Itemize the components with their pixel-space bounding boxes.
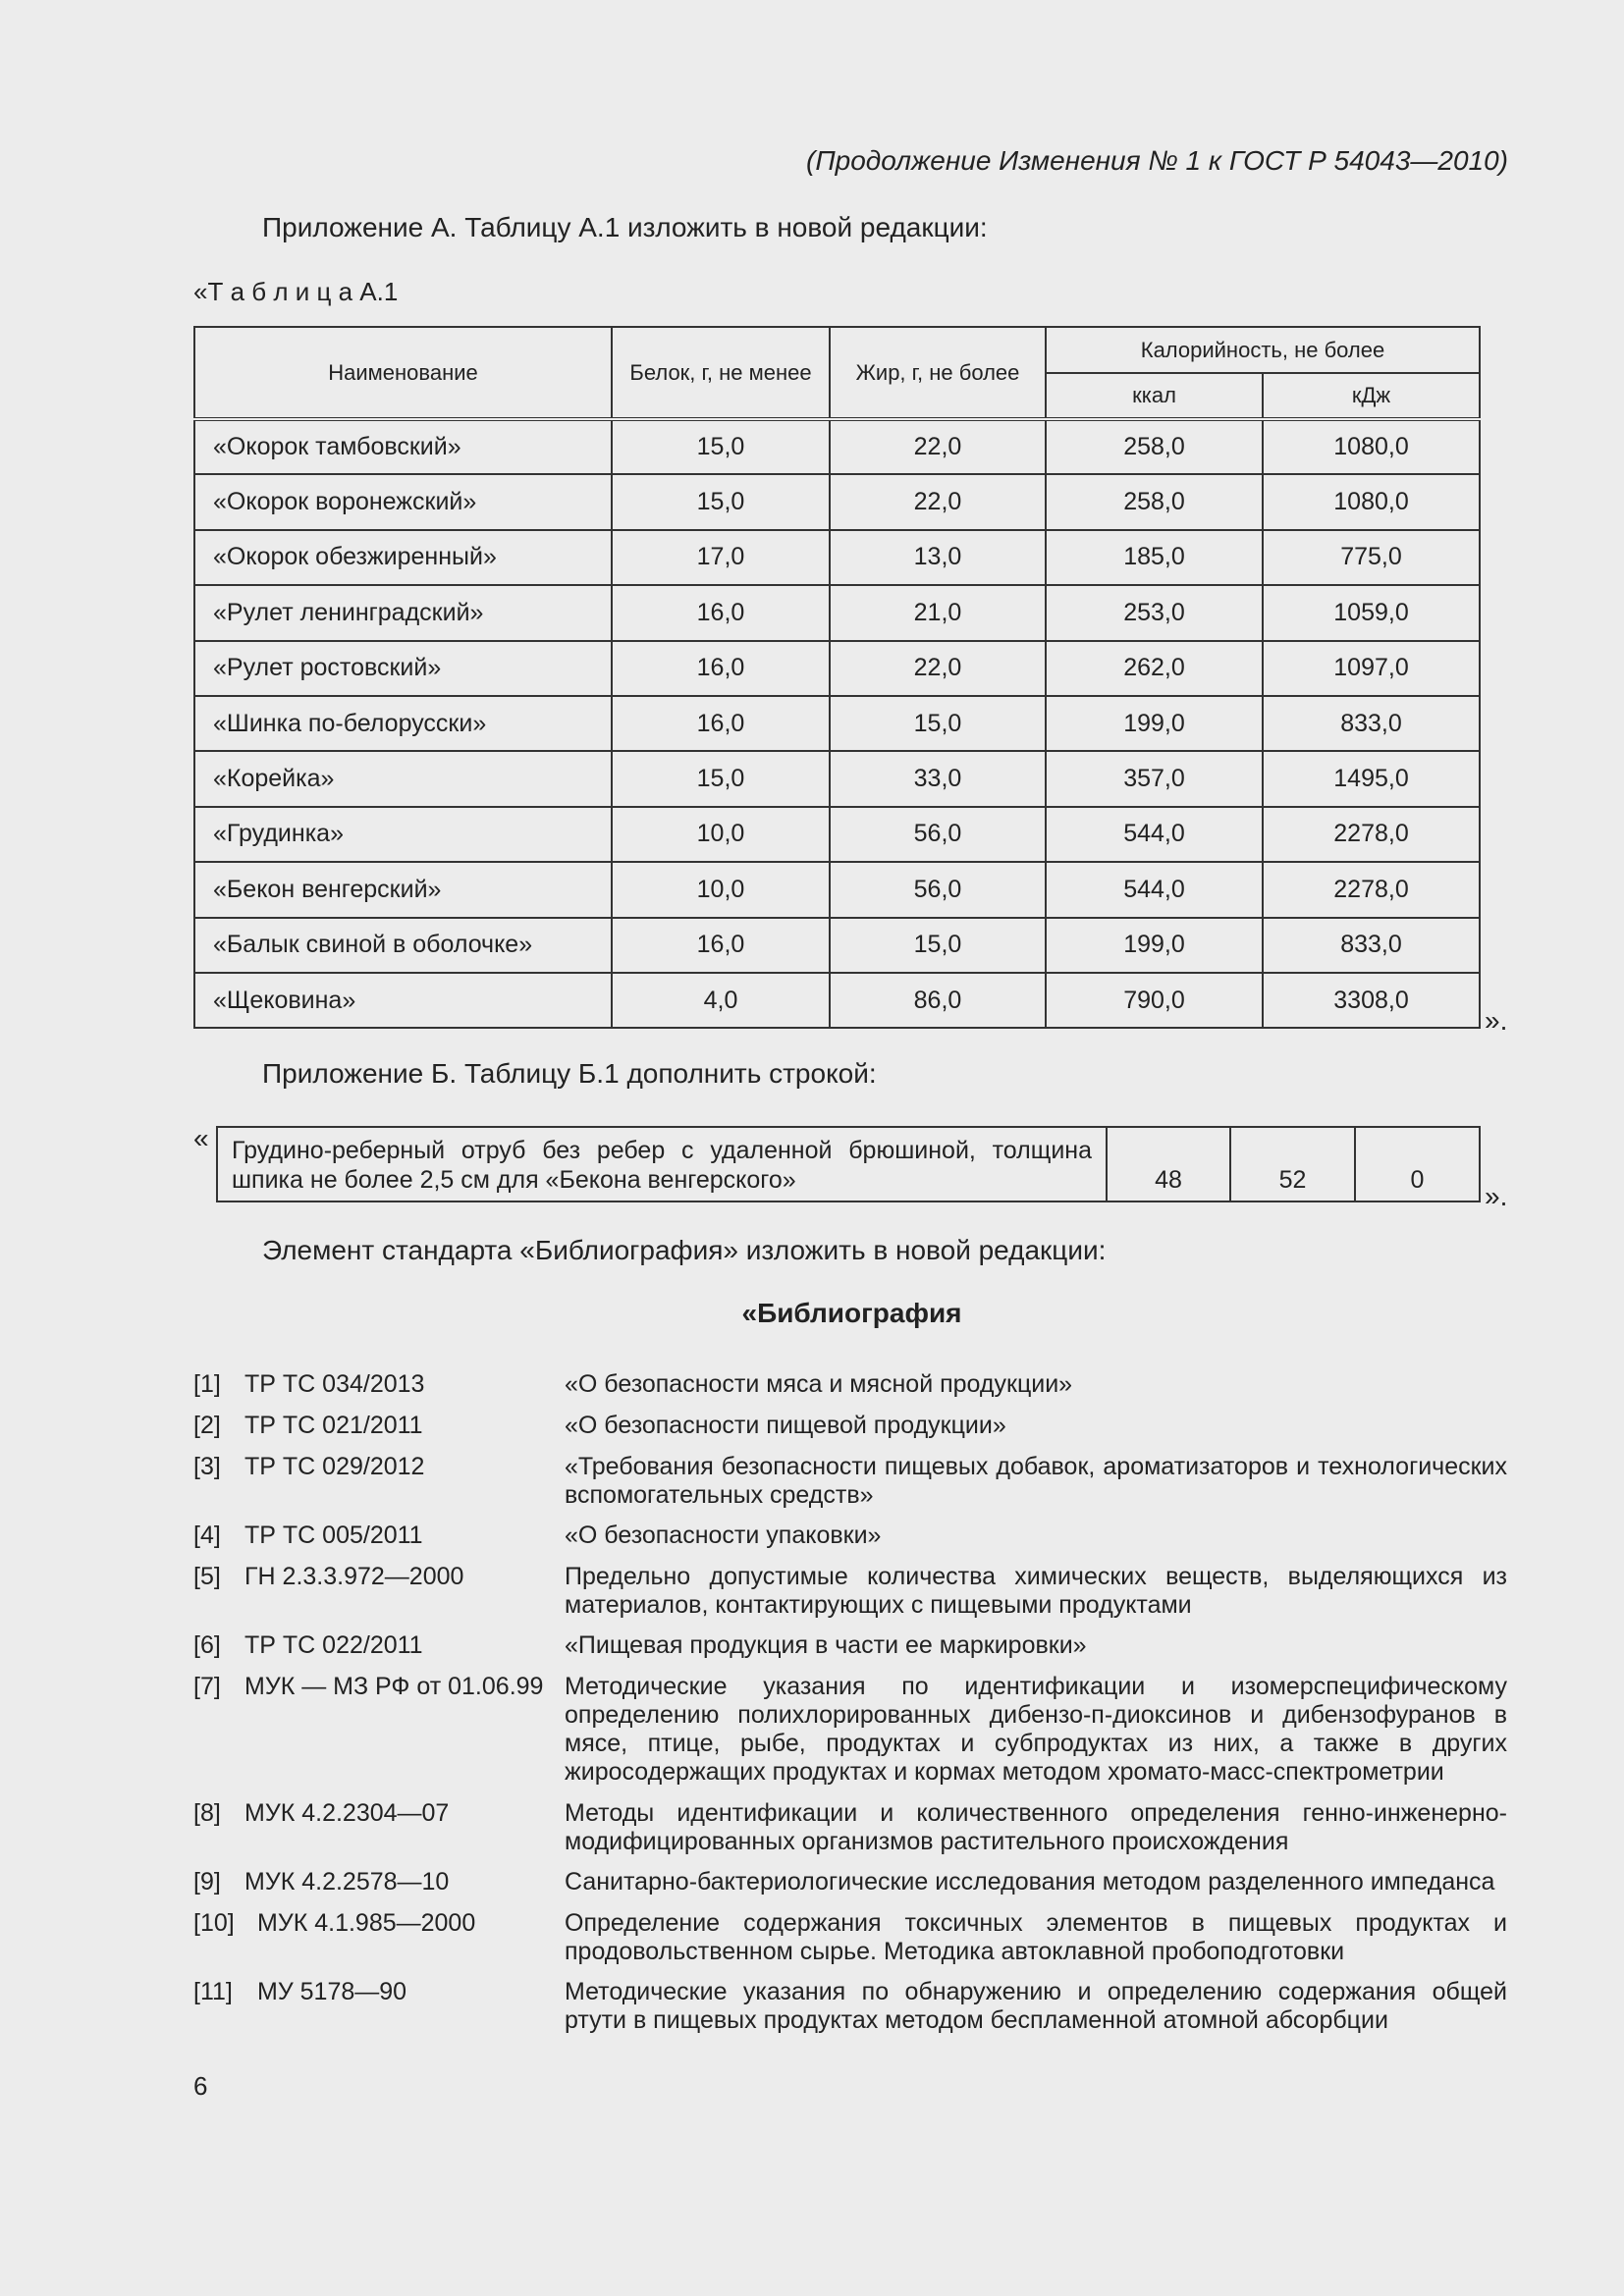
table-b-close-quote: ». xyxy=(1485,1181,1508,1211)
bibliography-number: [4] xyxy=(193,1522,221,1549)
table-b-description: Грудино-реберный отруб без ребер с удаленной брюшиной, толщина шпика не более 2,5 см для «Бекона венгерского» xyxy=(217,1127,1107,1201)
bibliography-number: [8] xyxy=(193,1799,221,1827)
bibliography-number: [1] xyxy=(193,1370,221,1398)
cell-protein: 10,0 xyxy=(612,807,830,862)
cell-name: «Окорок обезжиренный» xyxy=(194,530,612,585)
cell-fat: 13,0 xyxy=(830,530,1046,585)
cell-name: «Окорок воронежский» xyxy=(194,474,612,529)
cell-fat: 33,0 xyxy=(830,751,1046,806)
bibliography-text: Методы идентификации и количественного определения генно-инженерно-модифицированных организмов растительного происхождения xyxy=(565,1799,1507,1855)
cell-name: «Окорок тамбовский» xyxy=(194,419,612,474)
table-b-value-2: 52 xyxy=(1230,1127,1355,1201)
table-a-caption: «Т а б л и ц а А.1 xyxy=(193,277,399,306)
cell-protein: 15,0 xyxy=(612,419,830,474)
cell-kcal: 262,0 xyxy=(1046,641,1263,696)
bibliography-code: МУК 4.2.2578—10 xyxy=(244,1868,450,1896)
header-protein: Белок, г, не менее xyxy=(612,327,830,419)
table-row xyxy=(194,862,1480,917)
cell-kj: 1080,0 xyxy=(1263,474,1480,529)
cell-kcal: 253,0 xyxy=(1046,585,1263,640)
cell-fat: 56,0 xyxy=(830,807,1046,862)
header-name: Наименование xyxy=(194,327,612,419)
bibliography-text: Определение содержания токсичных элементов в пищевых продуктах и продовольственном сырье. Методика автоклавной пробоподготовки xyxy=(565,1909,1507,1965)
cell-name: «Корейка» xyxy=(194,751,612,806)
header-kcal: ккал xyxy=(1046,373,1263,419)
table-row xyxy=(194,585,1480,640)
header-calories: Калорийность, не более xyxy=(1046,327,1480,373)
table-row xyxy=(194,973,1480,1028)
table-row xyxy=(194,419,1480,474)
cell-kj: 775,0 xyxy=(1263,530,1480,585)
cell-kj: 1080,0 xyxy=(1263,419,1480,474)
bibliography-text: «Пищевая продукция в части ее маркировки» xyxy=(565,1631,1087,1659)
cell-name: «Грудинка» xyxy=(194,807,612,862)
table-b-value-3: 0 xyxy=(1355,1127,1480,1201)
bibliography-number: [5] xyxy=(193,1563,221,1590)
bibliography-code: ГН 2.3.3.972—2000 xyxy=(244,1563,464,1590)
table-row xyxy=(194,918,1480,973)
cell-fat: 15,0 xyxy=(830,696,1046,751)
cell-name: «Рулет ленинградский» xyxy=(194,585,612,640)
bibliography-code: ТР ТС 005/2011 xyxy=(244,1522,423,1549)
cell-protein: 16,0 xyxy=(612,918,830,973)
appendix-b-instruction: Приложение Б. Таблицу Б.1 дополнить строкой: xyxy=(262,1058,877,1089)
bibliography-number: [3] xyxy=(193,1453,221,1480)
cell-kj: 3308,0 xyxy=(1263,973,1480,1028)
cell-name: «Балык свиной в оболочке» xyxy=(194,918,612,973)
cell-name: «Щековина» xyxy=(194,973,612,1028)
appendix-a-instruction: Приложение А. Таблицу А.1 изложить в новой редакции: xyxy=(262,212,988,242)
cell-fat: 56,0 xyxy=(830,862,1046,917)
table-b xyxy=(216,1126,1481,1202)
cell-kj: 2278,0 xyxy=(1263,862,1480,917)
bibliography-code: ТР ТС 034/2013 xyxy=(244,1370,425,1398)
header-fat: Жир, г, не более xyxy=(830,327,1046,419)
bibliography-number: [10] xyxy=(193,1909,235,1937)
table-b-value-1: 48 xyxy=(1107,1127,1230,1201)
cell-kcal: 544,0 xyxy=(1046,862,1263,917)
cell-fat: 21,0 xyxy=(830,585,1046,640)
bibliography-code: ТР ТС 021/2011 xyxy=(244,1412,423,1439)
table-b-row xyxy=(217,1127,1480,1201)
cell-kj: 1097,0 xyxy=(1263,641,1480,696)
bibliography-code: МУК — МЗ РФ от 01.06.99 xyxy=(244,1673,544,1700)
bibliography-instruction: Элемент стандарта «Библиография» изложить в новой редакции: xyxy=(262,1235,1107,1265)
bibliography-text: «Требования безопасности пищевых добавок, ароматизаторов и технологических вспомогательных средств» xyxy=(565,1453,1507,1509)
cell-protein: 16,0 xyxy=(612,585,830,640)
cell-fat: 86,0 xyxy=(830,973,1046,1028)
cell-kcal: 544,0 xyxy=(1046,807,1263,862)
cell-name: «Шинка по-белорусски» xyxy=(194,696,612,751)
bibliography-code: МУК 4.1.985—2000 xyxy=(257,1909,476,1937)
cell-protein: 15,0 xyxy=(612,474,830,529)
bibliography-text: Санитарно-бактериологические исследования методом разделенного импеданса xyxy=(565,1868,1495,1896)
table-a-close-quote: ». xyxy=(1485,1005,1508,1036)
bibliography-number: [2] xyxy=(193,1412,221,1439)
cell-protein: 16,0 xyxy=(612,641,830,696)
bibliography-number: [11] xyxy=(193,1978,233,2005)
bibliography-code: МУК 4.2.2304—07 xyxy=(244,1799,450,1827)
bibliography-title: «Библиография xyxy=(741,1298,962,1328)
cell-kj: 2278,0 xyxy=(1263,807,1480,862)
cell-protein: 16,0 xyxy=(612,696,830,751)
cell-kcal: 199,0 xyxy=(1046,918,1263,973)
bibliography-code: ТР ТС 029/2012 xyxy=(244,1453,425,1480)
cell-protein: 4,0 xyxy=(612,973,830,1028)
cell-name: «Рулет ростовский» xyxy=(194,641,612,696)
cell-name: «Бекон венгерский» xyxy=(194,862,612,917)
table-row xyxy=(194,751,1480,806)
page-number: 6 xyxy=(193,2071,208,2101)
cell-fat: 22,0 xyxy=(830,419,1046,474)
bibliography-text: «О безопасности пищевой продукции» xyxy=(565,1412,1006,1439)
bibliography-text: Методические указания по обнаружению и определению содержания общей ртути в пищевых продуктах методом беспламенной атомной абсорбции xyxy=(565,1978,1507,2034)
cell-kcal: 357,0 xyxy=(1046,751,1263,806)
bibliography-text: Предельно допустимые количества химических веществ, выделяющихся из материалов, контактирующих с пищевыми продуктами xyxy=(565,1563,1507,1619)
bibliography-number: [6] xyxy=(193,1631,221,1659)
table-row xyxy=(194,530,1480,585)
table-row xyxy=(194,807,1480,862)
bibliography-number: [7] xyxy=(193,1673,221,1700)
cell-kcal: 790,0 xyxy=(1046,973,1263,1028)
cell-kcal: 199,0 xyxy=(1046,696,1263,751)
cell-kj: 833,0 xyxy=(1263,696,1480,751)
cell-kcal: 258,0 xyxy=(1046,474,1263,529)
table-row xyxy=(194,696,1480,751)
bibliography-code: МУ 5178—90 xyxy=(257,1978,407,2005)
cell-fat: 15,0 xyxy=(830,918,1046,973)
cell-kcal: 258,0 xyxy=(1046,419,1263,474)
cell-kj: 1495,0 xyxy=(1263,751,1480,806)
table-b-open-quote: « xyxy=(193,1123,209,1153)
cell-fat: 22,0 xyxy=(830,641,1046,696)
cell-protein: 15,0 xyxy=(612,751,830,806)
cell-kj: 1059,0 xyxy=(1263,585,1480,640)
cell-kj: 833,0 xyxy=(1263,918,1480,973)
bibliography-text: «О безопасности мяса и мясной продукции» xyxy=(565,1370,1073,1398)
table-a xyxy=(193,326,1481,1029)
table-row xyxy=(194,641,1480,696)
cell-fat: 22,0 xyxy=(830,474,1046,529)
cell-protein: 10,0 xyxy=(612,862,830,917)
table-row xyxy=(194,474,1480,529)
header-kj: кДж xyxy=(1263,373,1480,419)
header-note: (Продолжение Изменения № 1 к ГОСТ Р 54043—2010) xyxy=(806,145,1508,176)
cell-kcal: 185,0 xyxy=(1046,530,1263,585)
bibliography-text: «О безопасности упаковки» xyxy=(565,1522,882,1549)
bibliography-number: [9] xyxy=(193,1868,221,1896)
bibliography-code: ТР ТС 022/2011 xyxy=(244,1631,423,1659)
cell-protein: 17,0 xyxy=(612,530,830,585)
bibliography-text: Методические указания по идентификации и изомерспецифическому определению полихлорированных дибензо-п-диоксинов и дибензофуранов в мясе, птице, рыбе, продуктах и субпродуктах из них, а также в других жиросодержащих продуктах и кормах методом хромато-масс-спектрометрии xyxy=(565,1673,1507,1786)
